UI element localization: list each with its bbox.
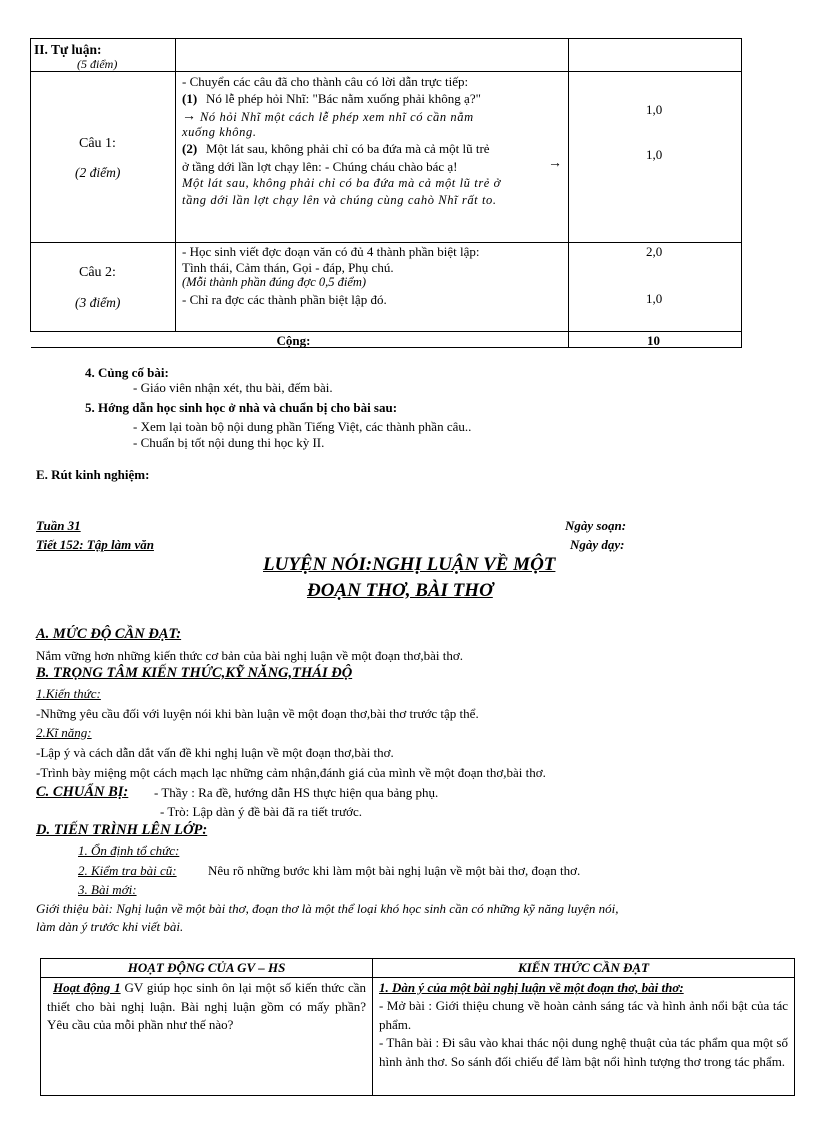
section-title: II. Tự luận: [34,42,102,57]
total-label-cell [31,332,569,348]
section-title-cell [31,39,176,72]
total-label: Cộng: [276,333,311,347]
section-c-heading: C. CHUẨN BỊ: [36,784,129,800]
q2-line-4: - Chỉ ra đợc các thành phần biệt lập đó. [182,292,387,307]
prep-teacher: - Thầy : Ra đề, hướng dẫn HS thực hiện qua bảng phụ. [154,785,439,800]
q1-s1-text: Nó lễ phép hỏi Nhĩ: "Bác nằm xuống phải không ạ?" [206,91,481,106]
arrow-icon: → [548,156,562,171]
section-b-heading: B. TRỌNG TÂM KIẾN THỨC,KỸ NĂNG,THÁI ĐỘ [36,665,353,681]
consolidation-heading: 4. Củng cố bài: [85,365,169,380]
activity-row [41,978,795,1096]
activity-header-row [41,959,795,978]
q1-instruction: - Chuyển các câu đã cho thành câu có lời dẫn trực tiếp: [182,74,469,89]
q1-points: (2 điểm) [75,165,121,180]
section-a-text: Nắm vững hơn những kiến thức cơ bản của bài nghị luận về một đoạn thơ,bài thơ. [36,648,463,663]
q1-s2-num: (2) [182,141,198,156]
q1-s1-answer-a: Nó hỏi Nhĩ một cách lễ phép xem nhĩ có cần nằm [200,110,474,124]
step-2-text: Nêu rõ những bước khi làm một bài nghị luận về một bài thơ, đoạn thơ. [208,863,581,878]
q1-s2-text-a: Một lát sau, không phải chỉ có ba đứa mà cả một lũ trẻ [206,141,490,156]
total-value-cell [569,332,742,348]
q1-s2-text-b: ở tầng dới lần lợt chạy lên: - Chúng cháu chào bác ạ! [182,159,458,174]
q1-s2-answer-b: tầng dới lần lợt chạy lên và chúng cùng cahò Nhĩ rất to. [182,193,497,207]
section-points: (5 điểm) [77,57,118,71]
activity-label: Hoạt động 1 [53,980,121,995]
knowledge-heading-text: 1. Dàn ý của một bài nghị luận về một đoạn thơ, bài thơ: [379,980,684,995]
section-score-empty-cell [569,39,742,72]
knowledge-body: - Thân bài : Đi sâu vào khai thác nội dung nghệ thuật của tác phẩm qua một số hình ảnh thơ. So sánh đối chiếu để làm bật nổi hình tượng thơ trong tác phẩm. [379,1035,788,1069]
homework-item-1: - Xem lại toàn bộ nội dung phần Tiếng Việt, các thành phần câu.. [133,419,472,434]
q1-s2-answer-a: Một lát sau, không phải chỉ có ba đứa mà cả một lũ trẻ ở [182,176,501,190]
teach-date: Ngày dạy: [570,537,625,552]
q1-score-2: 1,0 [646,147,663,162]
q1-label-cell [31,72,176,243]
skills-heading: 2.Kĩ năng: [36,725,92,740]
knowledge-text: -Những yêu cầu đối với luyện nói khi bàn luận về một đoạn thơ,bài thơ trước tập thể. [36,706,479,721]
prep-date: Ngày soạn: [565,518,627,533]
knowledge-col-header-text: KIẾN THỨC CẦN ĐẠT [517,960,650,975]
q1-s1-num: (1) [182,91,198,106]
section-d-heading: D. TIẾN TRÌNH LÊN LỚP: [36,822,208,838]
week-label: Tuần 31 [36,518,81,533]
activity-cell [41,978,373,1096]
activity-paragraph [47,979,366,1035]
step-3: 3. Bài mới: [78,882,137,897]
experience-heading: E. Rút kinh nghiệm: [36,467,150,482]
q1-score-cell [569,72,742,243]
consolidation-item: - Giáo viên nhận xét, thu bài, đếm bài. [133,380,333,395]
q2-line-1: - Học sinh viết đợc đoạn văn có đủ 4 thành phần biệt lập: [182,244,480,259]
q2-score-1: 2,0 [646,244,663,259]
q1-label: Câu 1: [79,136,116,151]
q1-content-cell [176,72,569,243]
q1-score-1: 1,0 [646,102,663,117]
grading-table [30,38,742,348]
q1-row [31,72,742,243]
lesson-title-line-1: LUYỆN NÓI:NGHỊ LUẬN VỀ MỘT [263,554,556,575]
skills-text-2: -Trình bày miệng một cách mạch lạc những cảm nhận,đánh giá của mình về một đoạn thơ,bài thơ. [36,765,546,780]
prep-student: - Trò: Lập dàn ý đề bài đã ra tiết trước. [160,804,363,819]
q2-content-cell [176,243,569,332]
total-value: 10 [647,333,660,347]
q1-s1-answer-b: xuống không. [182,125,257,139]
knowledge-col-header [373,959,795,978]
q2-line-2: Tình thái, Cảm thán, Gọi - đáp, Phụ chú. [182,260,394,275]
activity-table [40,958,795,1096]
step-1: 1. Ổn định tổ chức: [78,843,180,858]
step-2-label: 2. Kiểm tra bài cũ: [78,863,177,878]
activity-text: GV giúp học sinh ôn lại một số kiến thức cần thiết cho bài nghị luận. Bài nghị luận gồm có mấy phần? Yêu cầu của mỗi phần như thế nào? [47,980,366,1032]
homework-heading: 5. Hớng dẫn học sinh học ở nhà và chuẩn bị cho bài sau: [85,400,398,415]
skills-text-1: -Lập ý và cách dẫn dắt vấn đề khi nghị luận về một đoạn thơ,bài thơ. [36,745,394,760]
period-label: Tiết 152: Tập làm văn [36,537,154,552]
activity-col-header [41,959,373,978]
knowledge-heading: 1.Kiến thức: [36,686,101,701]
q2-score-2: 1,0 [646,291,663,306]
q2-line-3: (Mỗi thành phần đúng đợc 0,5 điểm) [182,275,367,289]
homework-item-2: - Chuẩn bị tốt nội dung thi học kỳ II. [133,435,325,450]
activity-col-header-text: HOẠT ĐỘNG CỦA GV – HS [127,960,286,975]
lesson-title-line-2: ĐOẠN THƠ, BÀI THƠ [307,580,493,601]
section-empty-cell [176,39,569,72]
total-row [31,332,742,348]
q2-points: (3 điểm) [75,295,121,310]
section-a-heading: A. MỨC ĐỘ CẦN ĐẠT: [36,626,182,642]
intro-text-a: Giới thiệu bài: Nghị luận về một bài thơ, đoạn thơ là một thể loại khó học sinh cần có những kỹ năng luyện nói, [36,901,619,916]
arrow-icon: → [182,109,196,124]
intro-text-b: làm dàn ý trước khi viết bài. [36,919,184,934]
knowledge-cell [373,978,795,1096]
knowledge-intro: - Mở bài : Giới thiệu chung về hoàn cảnh sáng tác và hình ảnh nổi bật của tác phẩm. [379,998,788,1032]
q2-score-cell [569,243,742,332]
q2-label: Câu 2: [79,265,116,280]
q2-row [31,243,742,332]
q2-label-cell [31,243,176,332]
